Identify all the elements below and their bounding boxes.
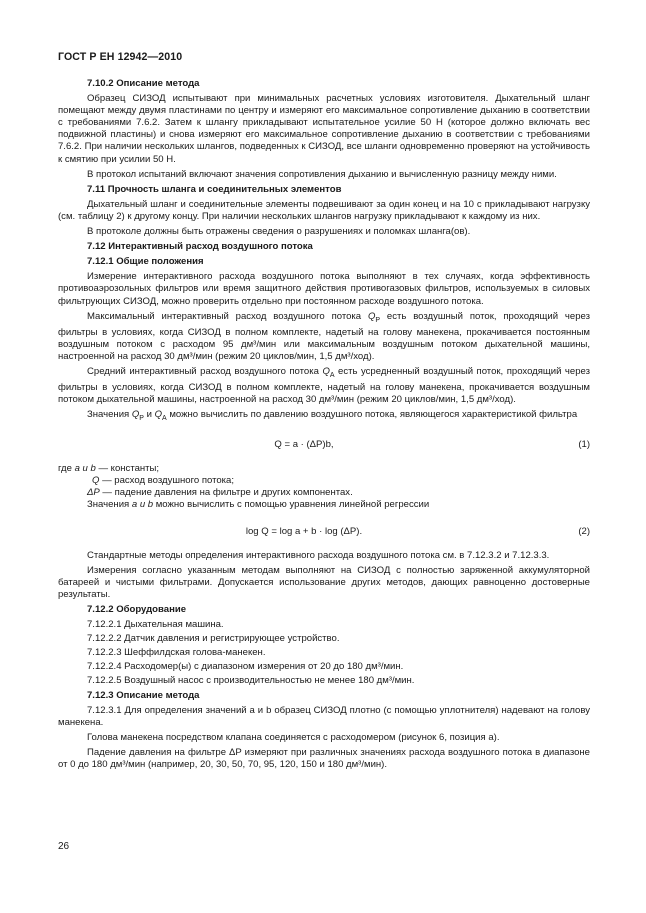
paragraph: Дыхательный шланг и соединительные элементы подвешивают за один конец и на 10 с прикладывают нагрузку (см. таблицу 2) к другому концу. При наличии нескольких шлангов нагрузку прикладывают к каждому из них. [58,198,590,222]
formula-number: (2) [578,525,590,537]
equipment-list [58,619,590,687]
paragraph: Образец СИЗОД испытывают при минимальных расчетных условиях изготовителя. Дыхательный шланг помещают между двумя пластинами по центру и измеряют его максимальное сопротивление дыханию в соответствии с требованиями 7.6.2. Затем к шлангу прикладывают испытательное усилие 50 Н (которое должно включать вес подвижной пластины) и снова измеряют его максимальное сопротивление дыханию в соответствии с требованиями 7.6.2. При наличии нескольких шлангов, подведенных к СИЗОД, все шланги одновременно проверяют на устойчивость к смятию при усилии 50 Н. [58,93,590,165]
document-header: ГОСТ Р ЕН 12942—2010 [58,51,183,63]
formula-number: (1) [578,439,590,451]
section-heading-7-12-2: 7.12.2 Оборудование [87,604,187,615]
paragraph-regression: Значения a и b можно вычислить с помощью уравнения линейной регрессии [87,499,430,511]
list-item: 7.12.2.5 Воздушный насос с производительностью не менее 180 дм³/мин. [87,675,415,687]
section-heading-7-11: 7.11 Прочность шланга и соединительных элементов [87,183,342,195]
section-heading-7-10-2: 7.10.2 Описание метода [87,78,200,89]
where-ab: где a и b — константы; [58,463,160,475]
document-body [58,78,590,774]
paragraph: В протокол испытаний включают значения сопротивления дыханию и вычисленную разницу между ними. [87,168,557,180]
paragraph: Стандартные методы определения интерактивного расхода воздушного потока см. в 7.12.3.2 и 7.12.3.3. [87,549,550,561]
paragraph: Падение давления на фильтре ΔP измеряют при различных значениях расхода воздушного потока в диапазоне от 0 до 180 дм³/мин (например, 20, 30, 50, 70, 95, 120, 150 и 180 дм³/мин). [58,746,590,771]
where-dp: ΔP — падение давления на фильтре и других компонентах. [87,487,353,499]
list-item: 7.12.2.3 Шеффилдская голова-манекен. [87,647,266,659]
paragraph-qp: Максимальный интерактивный расход воздушного потока $Q_P$ есть воздушный поток, проходящий через фильтры в условиях, когда СИЗОД в полном комплекте, надетый на голову манекена, прокачивается постоянным воздушным потоком с расходом 95 дм³/мин или максимальным воздушным потоком дыхательной машины, настроенной на расход 30 дм³/мин (режим 20 циклов/мин, 1,5 дм³/ход). [58,310,590,362]
paragraph-qa: Средний интерактивный расход воздушного потока $Q_A$ есть усредненный воздушный поток, проходящий через фильтры в условиях, когда СИЗОД в полном комплекте, надетый на голову манекена, прокачивается воздушным потоком дыхательной машины, настроенной на расход 30 дм³/мин (режим 20 циклов/мин, 1,5 дм³/ход). [58,365,591,405]
where-q: Q — расход воздушного потока; [92,475,235,487]
formula-2 [58,526,590,538]
paragraph: В протоколе должны быть отражены сведения о разрушениях и поломках шланга(ов). [87,226,471,238]
paragraph: Измерение интерактивного расхода воздушного потока выполняют в тех случаях, когда эффективность противоаэрозольных фильтров или время защитного действия противогазовых фильтров, используемых в силовых фильтрующих СИЗОД, можно проверить отдельно при постоянном расходе воздушного потока. [58,271,590,307]
formula-expression: log Q = log a + b · log (ΔP). [245,525,363,537]
page-number: 26 [58,841,70,852]
paragraph: Голова манекена посредством клапана соединяется с расходомером (рисунок 6, позиция а). [87,731,500,743]
list-item: 7.12.2.1 Дыхательная машина. [87,619,224,631]
paragraph: 7.12.3.1 Для определения значений a и b образец СИЗОД плотно (с помощью уплотнителя) надевают на голову манекена. [58,704,590,728]
paragraph-values: Значения $Q_P$ и $Q_A$ можно вычислить по давлению воздушного потока, являющегося характеристикой фильтра [87,409,578,422]
list-item: 7.12.2.4 Расходомер(ы) с диапазоном измерения от 20 до 180 дм³/мин. [87,661,404,673]
list-item: 7.12.2.2 Датчик давления и регистрирующее устройство. [87,633,340,645]
formula-expression: Q = a · (ΔP)b, [274,439,334,451]
section-heading-7-12: 7.12 Интерактивный расход воздушного потока [87,241,313,253]
formula-1 [58,439,590,451]
paragraph: Измерения согласно указанным методам выполняют на СИЗОД с полностью заряженной аккумуляторной батареей и чистыми фильтрами. Допускается использование других методов, дающих равноценно достоверные результаты. [58,564,590,600]
section-heading-7-12-1: 7.12.1 Общие положения [87,256,204,268]
section-heading-7-12-3: 7.12.3 Описание метода [87,689,200,701]
